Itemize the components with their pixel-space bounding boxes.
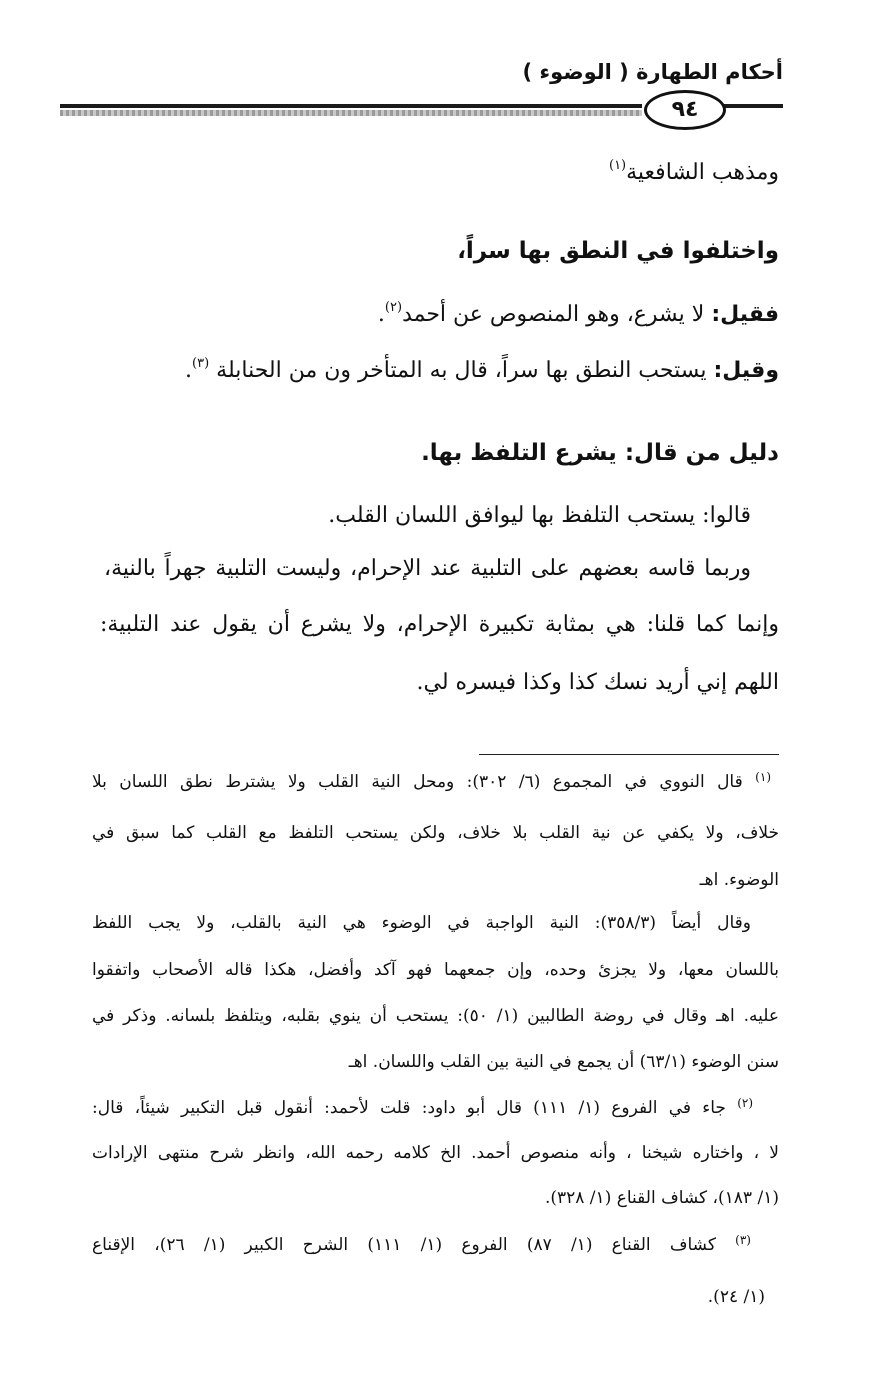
footnote-2-line-b: لا ، واختاره شيخنا ، وأنه منصوص أحمد. الخ كلامه رحمه الله، وانظر شرح منتهى الإرادات bbox=[92, 1143, 779, 1163]
header-rule-right bbox=[720, 104, 783, 108]
paragraph-line-3: وإنما كما قلنا: هي بمثابة تكبيرة الإحرام، ولا يشرع أن يقول عند التلبية: bbox=[100, 612, 779, 637]
footnote-1-line-f: عليه. اهـ وقال في روضة الطالبين (١/ ٥٠): يستحب أن ينوي بقلبه، ويتلفظ بلسانه. وذكر في bbox=[92, 1006, 779, 1026]
body-line-3-text: لا يشرع، وهو المنصوص عن أحمد bbox=[402, 302, 712, 327]
paragraph-line-4: اللهم إني أريد نسك كذا وكذا فيسره لي. bbox=[416, 670, 779, 695]
header-rule-left bbox=[60, 104, 642, 116]
paragraph-line-1: قالوا: يستحب التلفظ بها ليوافق اللسان القلب. bbox=[328, 503, 751, 528]
page-number-badge: ٩٤ bbox=[644, 90, 726, 130]
body-line-2: واختلفوا في النطق بها سراً، bbox=[457, 238, 779, 264]
body-line-4-end: . bbox=[185, 358, 193, 383]
section-heading-rest: يشرع التلفظ بها. bbox=[421, 440, 625, 466]
section-heading bbox=[421, 440, 779, 466]
body-line-4-bold: وقيل: bbox=[713, 358, 779, 383]
footnote-3-line-b: (١/ ٢٤). bbox=[707, 1287, 765, 1307]
footnote-3-text-a: كشاف القناع (١/ ٨٧) الفروع (١/ ١١١) الشرح الكبير (١/ ٢٦)، الإقناع bbox=[92, 1235, 716, 1255]
footnote-3-number: (٣) bbox=[735, 1233, 751, 1247]
body-line-1 bbox=[609, 160, 779, 185]
footnote-3-line-a bbox=[92, 1235, 751, 1255]
footnote-2-number: (٢) bbox=[737, 1096, 754, 1110]
section-heading-bold: دليل من قال: bbox=[624, 440, 779, 466]
body-line-4 bbox=[185, 358, 779, 383]
footnote-1-line-e: باللسان معها، ولا يجزئ وحده، وإن جمعهما فهو آكد وأفضل، هكذا قاله الأصحاب واتفقوا bbox=[92, 960, 779, 980]
footnote-1-line-g: سنن الوضوء (٦٣/١) أن يجمع في النية بين القلب واللسان. اهـ bbox=[348, 1052, 779, 1072]
footnote-1-line-c: الوضوء. اهـ bbox=[699, 870, 779, 890]
footnote-2-text-a: جاء في الفروع (١/ ١١١) قال أبو داود: قلت لأحمد: أنقول قبل التكبير شيئاً، قال: bbox=[92, 1098, 726, 1118]
running-header-title: أحكام الطهارة ( الوضوء ) bbox=[522, 60, 783, 84]
footnote-separator bbox=[479, 754, 779, 755]
header-rule-left-pattern bbox=[60, 110, 642, 116]
footnote-ref-2[interactable]: (٢) bbox=[384, 300, 403, 315]
footnote-2-line-a bbox=[92, 1098, 753, 1118]
body-line-1-text: ومذهب الشافعية bbox=[626, 160, 779, 185]
body-line-4-text: يستحب النطق بها سراً، قال به المتأخر ون من الحنابلة bbox=[209, 358, 714, 383]
header-rule-left-dark bbox=[60, 104, 642, 108]
footnote-1-line-d: وقال أيضاً (٣٥٨/٣): النية الواجبة في الوضوء هي النية بالقلب، ولا يجب اللفظ bbox=[92, 913, 751, 933]
footnote-1-line-a bbox=[92, 772, 771, 792]
body-line-3-end: . bbox=[377, 302, 385, 327]
footnote-1-text-a: قال النووي في المجموع (٦/ ٣٠٢): ومحل النية القلب ولا يشترط نطق اللسان بلا bbox=[92, 772, 743, 792]
body-line-3-bold: فقيل: bbox=[711, 302, 779, 327]
footnote-2-line-c: (١/ ١٨٣)، كشاف القناع (١/ ٣٢٨). bbox=[544, 1188, 779, 1208]
body-line-3 bbox=[378, 302, 779, 327]
footnote-ref-3[interactable]: (٣) bbox=[192, 356, 210, 371]
footnote-ref-1[interactable]: (١) bbox=[608, 158, 627, 173]
footnote-1-number: (١) bbox=[755, 770, 771, 784]
footnote-1-line-b: خلاف، ولا يكفي عن نية القلب بلا خلاف، ولكن يستحب التلفظ مع القلب كما سبق في bbox=[92, 823, 779, 843]
paragraph-line-2: وربما قاسه بعضهم على التلبية عند الإحرام، وليست التلبية جهراً بالنية، bbox=[104, 556, 751, 581]
